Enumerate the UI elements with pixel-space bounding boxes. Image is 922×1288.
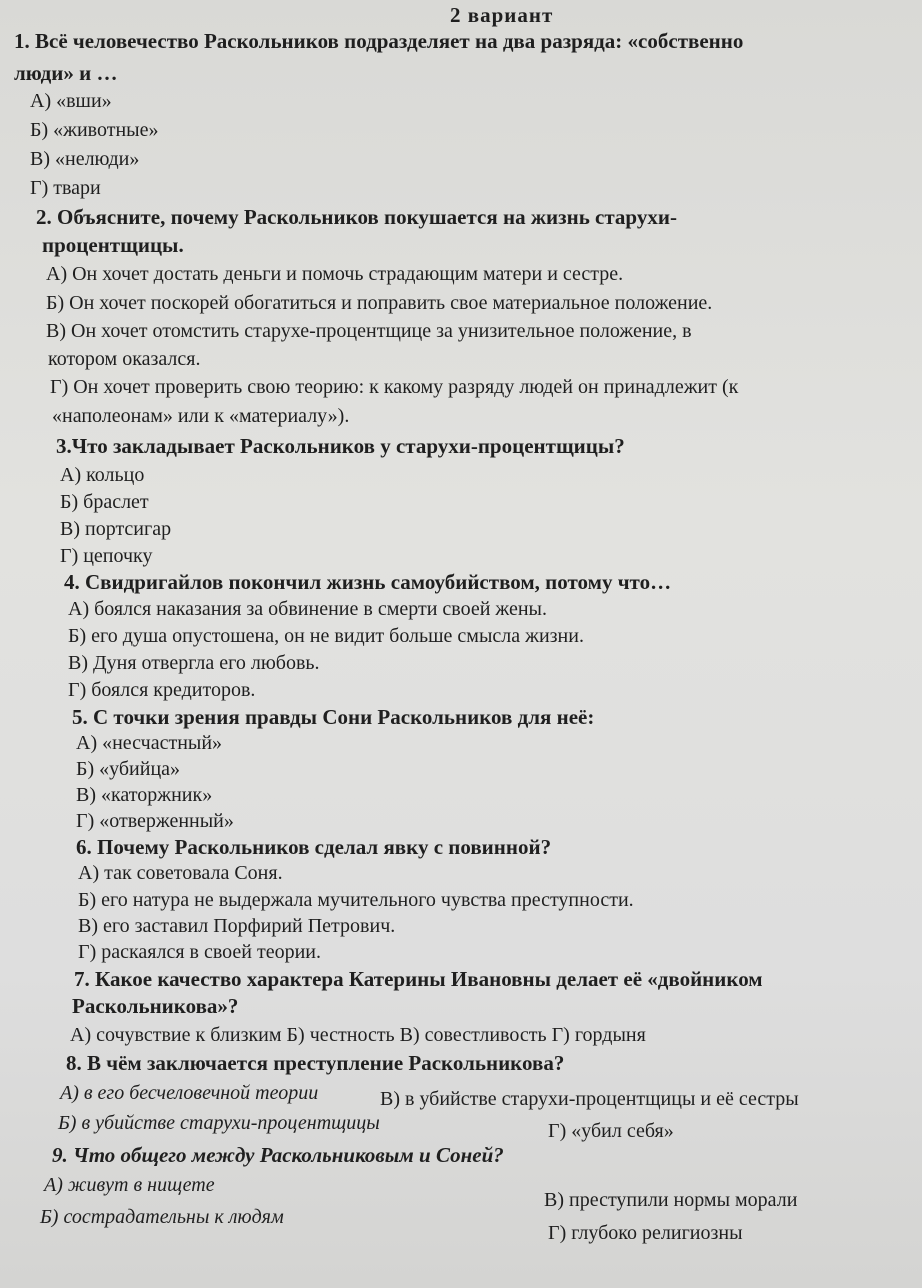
question-2-option-a: А) Он хочет достать деньги и помочь страдающим матери и сестре. <box>46 263 624 285</box>
question-8-text: 8. В чём заключается преступление Раскольникова? <box>66 1051 565 1075</box>
question-5-option-b: Б) «убийца» <box>76 758 181 780</box>
question-5-option-c: В) «каторжник» <box>76 784 213 806</box>
question-8-option-a: А) в его бесчеловечной теории <box>60 1082 319 1104</box>
question-6-option-b: Б) его натура не выдержала мучительного чувства преступности. <box>78 889 634 911</box>
question-6-option-a: А) так советовала Соня. <box>78 862 283 884</box>
question-3-option-b: Б) браслет <box>60 491 149 513</box>
question-7-text: 7. Какое качество характера Катерины Ивановны делает её «двойником <box>74 967 763 991</box>
question-4-option-a: А) боялся наказания за обвинение в смерти своей жены. <box>68 598 547 620</box>
question-2-option-c-cont: котором оказался. <box>48 348 201 370</box>
question-8-option-d: Г) «убил себя» <box>548 1120 674 1142</box>
question-1-option-d: Г) твари <box>30 177 101 199</box>
question-9-option-c: В) преступили нормы морали <box>544 1189 798 1211</box>
question-9-option-d: Г) глубоко религиозны <box>548 1222 743 1244</box>
question-1-text: 1. Всё человечество Раскольников подразделяет на два разряда: «собственно <box>14 29 744 53</box>
question-6-option-c: В) его заставил Порфирий Петрович. <box>78 915 396 937</box>
question-1-option-a: А) «вши» <box>30 90 112 112</box>
question-4-text: 4. Свидригайлов покончил жизнь самоубийством, потому что… <box>64 570 672 594</box>
question-1-option-c: В) «нелюди» <box>30 148 140 170</box>
question-6-text: 6. Почему Раскольников сделал явку с повинной? <box>76 835 552 859</box>
question-4-option-d: Г) боялся кредиторов. <box>68 679 256 701</box>
question-5-option-d: Г) «отверженный» <box>76 810 234 832</box>
question-2-text-cont: процентщицы. <box>42 233 184 257</box>
question-3-option-d: Г) цепочку <box>60 545 153 567</box>
question-2-option-d-cont: «наполеонам» или к «материалу»). <box>52 405 350 427</box>
variant-heading: 2 вариант <box>450 3 554 27</box>
question-7-text-cont: Раскольникова»? <box>72 994 239 1018</box>
question-3-option-c: В) портсигар <box>60 518 172 540</box>
question-2-option-c: В) Он хочет отомстить старухе-процентщице за унизительное положение, в <box>46 320 692 342</box>
question-6-option-d: Г) раскаялся в своей теории. <box>78 941 321 963</box>
question-4-option-c: В) Дуня отвергла его любовь. <box>68 652 320 674</box>
question-2-option-d: Г) Он хочет проверить свою теорию: к какому разряду людей он принадлежит (к <box>50 376 739 398</box>
question-9-text: 9. Что общего между Раскольниковым и Соней? <box>52 1143 504 1167</box>
question-1-option-b: Б) «животные» <box>30 119 159 141</box>
question-3-option-a: А) кольцо <box>60 464 145 486</box>
question-2-text: 2. Объясните, почему Раскольников покушается на жизнь старухи- <box>36 205 677 229</box>
question-4-option-b: Б) его душа опустошена, он не видит больше смысла жизни. <box>68 625 584 647</box>
question-7-options: А) сочувствие к близким Б) честность В) совестливость Г) гордыня <box>70 1024 646 1046</box>
question-5-text: 5. С точки зрения правды Сони Раскольников для неё: <box>72 705 595 729</box>
question-3-text: 3.Что закладывает Раскольников у старухи-процентщицы? <box>56 434 625 458</box>
question-5-option-a: А) «несчастный» <box>76 732 223 754</box>
question-1-text-cont: люди» и … <box>14 61 118 85</box>
question-8-option-c: В) в убийстве старухи-процентщицы и её сестры <box>380 1088 799 1110</box>
question-8-option-b: Б) в убийстве старухи-процентщицы <box>58 1112 380 1134</box>
question-2-option-b: Б) Он хочет поскорей обогатиться и поправить свое материальное положение. <box>46 292 713 314</box>
question-9-option-b: Б) сострадательны к людям <box>40 1206 284 1228</box>
question-9-option-a: А) живут в нищете <box>44 1174 215 1196</box>
